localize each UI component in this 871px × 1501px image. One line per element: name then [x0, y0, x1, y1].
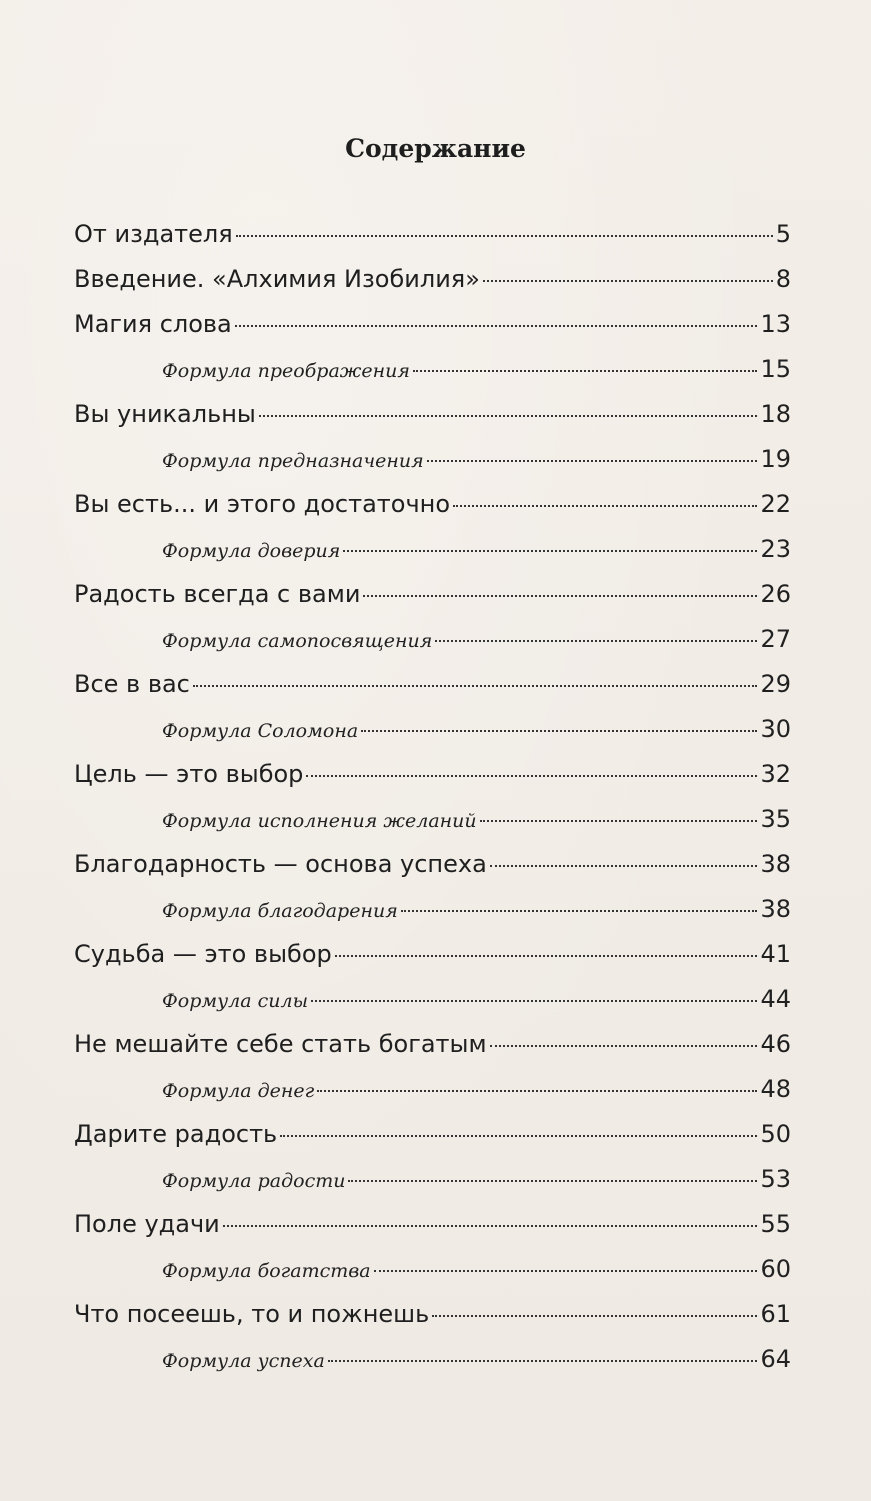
dot-leader [235, 325, 758, 327]
toc-entry-label: Формула радости [162, 1170, 346, 1192]
dot-leader [193, 685, 758, 687]
toc-entry-page: 15 [760, 355, 791, 383]
toc-entry [74, 302, 791, 347]
toc-entry-page: 30 [760, 715, 791, 743]
toc-entry-label: Формула силы [162, 990, 309, 1012]
toc-entry-label: Формула доверия [162, 540, 341, 562]
toc-entry-page: 64 [760, 1345, 791, 1373]
toc-entry-label: Вы уникальны [74, 400, 256, 428]
toc-entry [74, 392, 791, 437]
toc-entry-label: Не мешайте себе стать богатым [74, 1030, 487, 1058]
toc-entry-label: Формула преображения [162, 360, 410, 382]
dot-leader [311, 1000, 757, 1002]
dot-leader [401, 910, 758, 912]
toc-entry-page: 8 [775, 265, 791, 293]
dot-leader [483, 280, 773, 282]
dot-leader [343, 550, 757, 552]
toc-entry-label: Формула исполнения желаний [162, 810, 477, 832]
dot-leader [328, 1360, 758, 1362]
dot-leader [348, 1180, 757, 1182]
toc-entry [74, 212, 791, 257]
toc-subentry [74, 527, 791, 572]
toc-entry-label: Все в вас [74, 670, 190, 698]
toc-entry [74, 932, 791, 977]
dot-leader [361, 730, 757, 732]
dot-leader [432, 1315, 757, 1317]
toc-subentry [74, 797, 791, 842]
dot-leader [363, 595, 757, 597]
toc-entry-page: 13 [760, 310, 791, 338]
toc-entry-page: 50 [760, 1120, 791, 1148]
toc-entry [74, 1292, 791, 1337]
dot-leader [374, 1270, 758, 1272]
toc-entry-page: 46 [760, 1030, 791, 1058]
toc-subentry [74, 437, 791, 482]
toc-entry-label: Формула благодарения [162, 900, 398, 922]
toc-entry-page: 44 [760, 985, 791, 1013]
toc-entry-label: Что посеешь, то и пожнешь [74, 1300, 430, 1328]
toc-entry [74, 1022, 791, 1067]
toc-subentry [74, 347, 791, 392]
toc-subentry [74, 977, 791, 1022]
toc-entry-page: 35 [760, 805, 791, 833]
toc-entry-page: 41 [760, 940, 791, 968]
toc-entry-page: 26 [760, 580, 791, 608]
toc-entry [74, 842, 791, 887]
toc-subentry [74, 1247, 791, 1292]
toc-entry-page: 5 [775, 220, 791, 248]
dot-leader [317, 1090, 757, 1092]
toc-subentry [74, 887, 791, 932]
toc-entry-page: 18 [760, 400, 791, 428]
toc-entry-label: Формула денег [162, 1080, 315, 1102]
dot-leader [490, 1045, 758, 1047]
toc-entry-label: Радость всегда с вами [74, 580, 361, 608]
toc-entry-page: 48 [760, 1075, 791, 1103]
toc-entry-label: Вы есть... и этого достаточно [74, 490, 451, 518]
dot-leader [223, 1225, 758, 1227]
toc-entry-page: 38 [760, 850, 791, 878]
toc-entry [74, 1202, 791, 1247]
toc-entry-page: 32 [760, 760, 791, 788]
toc-entry [74, 752, 791, 797]
dot-leader [490, 865, 758, 867]
toc-entry-label: Цель — это выбор [74, 760, 304, 788]
toc-entry-label: Судьба — это выбор [74, 940, 332, 968]
toc-entry-label: Дарите радость [74, 1120, 278, 1148]
toc-subentry [74, 1157, 791, 1202]
toc-entry-page: 55 [760, 1210, 791, 1238]
toc-subentry [74, 617, 791, 662]
toc-entry [74, 662, 791, 707]
toc-entry [74, 1112, 791, 1157]
toc-entry-label: Поле удачи [74, 1210, 220, 1238]
toc-entry-label: Формула самопосвящения [162, 630, 433, 652]
toc-entry-label: От издателя [74, 220, 233, 248]
toc-subentry [74, 1337, 791, 1382]
table-of-contents [74, 212, 791, 1382]
dot-leader [335, 955, 758, 957]
dot-leader [259, 415, 758, 417]
toc-subentry [74, 707, 791, 752]
dot-leader [480, 820, 758, 822]
toc-entry-label: Формула успеха [162, 1350, 325, 1372]
toc-entry-page: 22 [760, 490, 791, 518]
toc-entry [74, 482, 791, 527]
toc-entry-page: 53 [760, 1165, 791, 1193]
dot-leader [280, 1135, 757, 1137]
dot-leader [236, 235, 773, 237]
page-title: Содержание [345, 134, 526, 163]
toc-entry-page: 19 [760, 445, 791, 473]
dot-leader [453, 505, 757, 507]
toc-entry [74, 572, 791, 617]
toc-subentry [74, 1067, 791, 1112]
toc-entry-page: 60 [760, 1255, 791, 1283]
toc-entry-label: Магия слова [74, 310, 232, 338]
toc-entry-label: Формула предназначения [162, 450, 424, 472]
dot-leader [413, 370, 757, 372]
dot-leader [435, 640, 757, 642]
toc-entry-page: 29 [760, 670, 791, 698]
toc-entry-label: Формула богатства [162, 1260, 371, 1282]
toc-entry-page: 23 [760, 535, 791, 563]
toc-entry-page: 27 [760, 625, 791, 653]
toc-entry-label: Формула Соломона [162, 720, 359, 742]
toc-entry-label: Введение. «Алхимия Изобилия» [74, 265, 480, 293]
toc-entry-page: 38 [760, 895, 791, 923]
dot-leader [427, 460, 758, 462]
dot-leader [306, 775, 757, 777]
toc-entry-page: 61 [760, 1300, 791, 1328]
toc-entry [74, 257, 791, 302]
toc-entry-label: Благодарность — основа успеха [74, 850, 487, 878]
